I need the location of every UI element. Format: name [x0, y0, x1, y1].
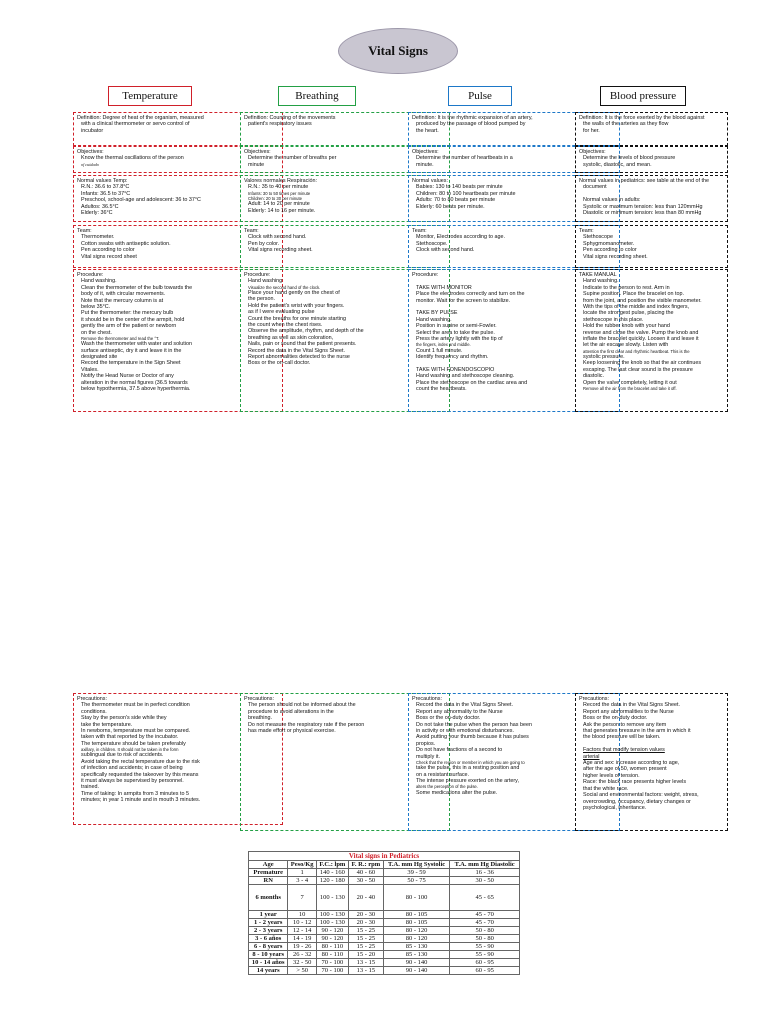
text-line: Supine position. Place the bracelet on top. [583, 291, 684, 298]
table-cell: 45 - 70 [450, 911, 520, 919]
text-line: below 35°C. [81, 304, 111, 311]
table-cell: 8 - 10 years [249, 951, 288, 959]
table-cell: Premature [249, 869, 288, 877]
text-line: Remove the thermometer and read the °T. [81, 336, 160, 342]
table-cell: 45 - 65 [450, 885, 520, 911]
blood-pressure-team-box [575, 225, 728, 268]
table-cell: 50 - 75 [383, 877, 449, 885]
text-line: Factors that modify tension values [583, 747, 665, 754]
text-line: on a resistant surface. [416, 771, 470, 778]
text-line: let the air escape slowly. Listen with [583, 342, 669, 349]
text-line: patient's respiratory issues [248, 121, 312, 128]
text-line: stethoscope in this place. [583, 316, 644, 323]
text-line: Objectives: [244, 149, 271, 155]
text-line: Objectives: [77, 149, 104, 155]
table-cell: > 50 [288, 967, 316, 975]
text-line: Position in supine or semi-Fowler. [416, 323, 497, 330]
text-line: Record the data in the Vital Signs Sheet. [583, 702, 680, 709]
text-line: Preschool, school-age and adolescent: 36 to 37°C [81, 197, 201, 204]
table-cell: 55 - 90 [450, 943, 520, 951]
text-line: Boss or the on-duty doctor. [583, 715, 648, 722]
text-line: the count when the chest rises. [248, 322, 323, 329]
table-cell: 120 - 180 [316, 877, 348, 885]
text-line: Children: 80 to 100 heartbeats per minute [416, 190, 516, 197]
text-line: attention the first clear and rhythmic heartbeat. This is the [583, 348, 690, 354]
text-line: from the joint, and position the visible manometer. [583, 297, 702, 304]
text-line: for her. [583, 127, 600, 134]
text-line: With the tips of the middle and index fingers, [583, 304, 690, 311]
table-cell: 15 - 25 [348, 935, 383, 943]
text-line: Team: [244, 228, 259, 234]
text-line: Place the electrodes correctly and turn on the [416, 291, 525, 298]
text-line: The intense pressure exerted on the artery, [416, 778, 519, 785]
table-cell: 14 - 19 [288, 935, 316, 943]
table-row [249, 927, 520, 935]
text-line: trained. [81, 784, 99, 791]
text-line: In newborns, temperature must be compared. [81, 728, 191, 735]
text-line: Normal values in pediatrics: see table at the end of the [579, 178, 710, 184]
text-line: Hand washing and stethoscope cleaning. [416, 373, 515, 380]
table-row [249, 967, 520, 975]
text-line: Nails, pain or sound that the patient presents. [248, 341, 357, 348]
text-line: produced by the passage of blood pumped by [416, 121, 526, 128]
text-line: Definition: It is the rhythmic expansion of an artery, [412, 115, 533, 121]
text-line: count the heartbeats. [416, 386, 467, 393]
text-line: specifically requested the takeover by this means [81, 771, 199, 778]
text-line: Determine the number of breaths per [248, 155, 337, 162]
text-line: Hold the patient's wrist with your fingers. [248, 302, 345, 309]
table-cell: 30 - 50 [348, 877, 383, 885]
table-row [249, 911, 520, 919]
text-line: The person should not be informed about the [248, 702, 356, 709]
text-line: that the white race. [583, 785, 629, 792]
table-cell: 13 - 15 [348, 959, 383, 967]
table-cell: 100 - 130 [316, 919, 348, 927]
text-line: Hand washing [248, 278, 283, 285]
text-line: monitor. Wait for the screen to stabilize. [416, 297, 511, 304]
text-line: Team: [77, 228, 92, 234]
table-cell: 90 - 120 [316, 935, 348, 943]
table-cell: 10 [288, 911, 316, 919]
text-line: Do not take the pulse when the person has been [416, 721, 532, 728]
text-line: Systolic or maximum tension: less than 120mmHg [583, 203, 703, 210]
text-line: Clock with second hand. [416, 247, 475, 254]
text-line: body of it, with circular movements. [81, 291, 166, 298]
table-cell: 32 - 50 [288, 959, 316, 967]
text-line: Procedure: [244, 272, 271, 278]
text-line: Record the data in the Vital Signs Sheet. [416, 702, 513, 709]
text-line: R.N.: 36.6 to 37.8°C [81, 184, 130, 191]
header-pulse: Pulse [448, 86, 512, 106]
text-line: diastolic. [583, 373, 604, 380]
table-cell: 80 - 105 [383, 911, 449, 919]
table-cell: 20 - 40 [348, 885, 383, 911]
text-line: after the age of 50, women present [583, 766, 667, 773]
table-cell: 45 - 70 [450, 919, 520, 927]
text-line: Pen according to color [583, 247, 637, 254]
table-cell: 6 - 8 years [249, 943, 288, 951]
table-cell: 85 - 130 [383, 951, 449, 959]
table-row [249, 919, 520, 927]
table-cell: 40 - 60 [348, 869, 383, 877]
blood-pressure-objectives-box [575, 146, 728, 173]
text-line: Count 1 full minute. [416, 347, 463, 354]
table-caption: Vital signs in Pediatrics [249, 852, 520, 861]
text-line: Note that the mercury column is at [81, 297, 164, 304]
text-line: Children: 20 to 30 per minute [248, 196, 303, 202]
text-line: Elderly: 60 beats per minute. [416, 203, 485, 210]
text-line: Pen according to color [81, 247, 135, 254]
text-line: Vital signs recording sheet. [248, 247, 313, 254]
text-line: overcrowding, occupancy, dietary changes or [583, 798, 691, 805]
table-cell: 16 - 36 [450, 869, 520, 877]
text-line: Precautions: [579, 696, 609, 702]
text-line: Sphygmomanometer. [583, 240, 635, 247]
blood-pressure-definition-box [575, 112, 728, 146]
table-cell: 80 - 100 [383, 885, 449, 911]
table-cell: 140 - 160 [316, 869, 348, 877]
text-line: Objectives: [579, 149, 606, 155]
text-line: taken with that reported by the incubator. [81, 734, 179, 741]
text-line: Vital signs recording sheet. [583, 253, 648, 260]
text-line: minutes; in year 1 minute and in mouth 3 minutes. [81, 797, 201, 804]
text-line: higher levels of tension. [583, 772, 640, 779]
text-line: Count the breaths for one minute starting [248, 315, 346, 322]
text-line: Hold the rubber knob with your hand [583, 323, 670, 330]
text-line: the person. [248, 296, 275, 303]
text-line: of cuidado [81, 161, 99, 167]
text-line: breathing as well as skin coloration, [248, 334, 334, 341]
text-line: Race: the black race presents higher levels [583, 779, 687, 786]
table-cell: 13 - 15 [348, 967, 383, 975]
table-cell: 14 years [249, 967, 288, 975]
text-line: alters the perception of the pulse. [416, 784, 478, 790]
text-line: Report any abnormalities to the Nurse [583, 708, 674, 715]
text-line: systolic pressure. [583, 354, 625, 361]
text-line: R.N.: 35 to 40 per minute [248, 184, 309, 191]
table-cell: 100 - 130 [316, 885, 348, 911]
text-line: Clock with second hand. [248, 234, 307, 241]
table-cell: 10 - 12 [288, 919, 316, 927]
text-line: as if I were evaluating pulse [248, 309, 315, 316]
text-line: Place the stethoscope on the cardiac area and [416, 379, 528, 386]
table-cell: 7 [288, 885, 316, 911]
text-line: procedure to avoid alterations in the [248, 708, 334, 715]
text-line: Normal values in adults: [583, 197, 641, 204]
table-row [249, 869, 520, 877]
table-body [249, 869, 520, 975]
text-line: Infants: 36.5 to 37°C [81, 190, 131, 197]
text-line: psychological, inheritance. [583, 804, 647, 811]
table-cell: 20 - 30 [348, 919, 383, 927]
text-line: Adult: 14 to 20 per minute [248, 201, 310, 208]
table-row [249, 885, 520, 911]
text-line: inflate the bracelet quickly. Loosen it and leave it [583, 336, 699, 343]
text-line: take the pulse, this in a resting position and [416, 765, 520, 772]
table-cell: 85 - 130 [383, 943, 449, 951]
table-cell: 2 - 3 years [249, 927, 288, 935]
text-line: Adults: 70 to 80 beats per minute [416, 197, 496, 204]
text-line: Some medications alter the pulse. [416, 789, 498, 796]
text-line: propios. [416, 740, 436, 747]
text-line: Age and sex: increase according to age, [583, 760, 680, 767]
text-line: Do not have fractions of a second to [416, 747, 503, 754]
text-line: Time of taking: In armpits from 3 minutes to 5 [81, 790, 189, 797]
text-line: Monitor, Electrodes according to age. [416, 234, 505, 241]
text-line: Cotton swabs with antiseptic solution. [81, 240, 171, 247]
table-row [249, 951, 520, 959]
table-cell: 80 - 110 [316, 951, 348, 959]
text-line: Normal values Temp: [77, 178, 128, 184]
text-line: Indicate to the person to rest. Arm in [583, 284, 670, 291]
text-line: Wash the thermometer with water and solution [81, 341, 192, 348]
text-line: the blood pressure will be taken. [583, 734, 661, 741]
text-line: Report any abnormality to the Nurse [416, 708, 503, 715]
text-line: Select the area to take the pulse. [416, 329, 495, 336]
text-line: Clean the thermometer of the bulb towards the [81, 284, 193, 291]
text-line: the walls of the arteries as they flow [583, 121, 669, 128]
table-cell: 90 - 120 [316, 927, 348, 935]
text-line: has made effort or physical exercise. [248, 728, 336, 735]
text-line: minute. [416, 161, 434, 168]
text-line: breathing. [248, 715, 272, 722]
text-line: minute [248, 161, 265, 168]
text-line: it must always be supervised by personnel. [81, 778, 184, 785]
table-cell: 12 - 14 [288, 927, 316, 935]
text-line: multiply it. [416, 753, 440, 760]
text-line: Avoid taking the rectal temperature due to the risk [81, 758, 200, 765]
text-line: Stethoscope. [416, 240, 448, 247]
table-header-cell: Peso/Kg [288, 861, 316, 869]
pediatric-vital-signs-table [248, 851, 520, 975]
text-line: The thermometer must be in perfect condition [81, 702, 190, 709]
text-line: alteration in the normal figures (36.5 towards [81, 379, 188, 386]
text-line: Report abnormalities detected to the nurse [248, 354, 350, 361]
text-line: Boss or the on-duty doctor. [416, 715, 481, 722]
table-cell: 1 - 2 years [249, 919, 288, 927]
text-line: Precautions: [77, 696, 107, 702]
text-line: Boss or the on-call doctor. [248, 360, 311, 367]
table-cell: 80 - 110 [316, 943, 348, 951]
text-line: Precautions: [412, 696, 442, 702]
text-line: Elderly: 14 to 16 per minute. [248, 207, 316, 214]
table-row [249, 959, 520, 967]
text-line: Stethoscope [583, 234, 613, 241]
header-blood-pressure: Blood pressure [600, 86, 686, 106]
text-line: locate the strongest pulse, placing the [583, 310, 674, 317]
text-line: Open the valve completely, letting it out [583, 379, 677, 386]
text-line: conditions. [81, 708, 107, 715]
text-line: Team: [412, 228, 427, 234]
text-line: the fingers, index and middle. [416, 342, 471, 348]
text-line: axillary, in children. It should not be taken in the form [81, 747, 179, 753]
table-cell: 15 - 25 [348, 943, 383, 951]
text-line: that generates pressure in the arm in which it [583, 728, 691, 735]
text-line: Thermometer. [81, 234, 115, 241]
text-line: Vital signs record sheet [81, 253, 137, 260]
text-line: Vitales. [81, 366, 99, 373]
text-line: Check that the region or member in which you are going to [416, 760, 525, 766]
text-line: Normal values: [412, 178, 448, 184]
text-line: Adultos: 36.5°C [81, 203, 119, 210]
text-line: sublingual due to risk of accidents. [81, 752, 164, 759]
text-line: Visualize the second hand of the clock. [248, 284, 321, 290]
text-line: Infants: 30 to 50 times per minute [248, 190, 311, 196]
text-line: TAKE MANUAL [579, 272, 617, 278]
text-line: Elderly: 36°C [81, 210, 113, 217]
text-line: Procedure: [412, 272, 439, 278]
text-line: escaping. The last clear sound is the pressure [583, 366, 693, 373]
text-line: on the chest. [81, 329, 112, 336]
table-cell: 50 - 80 [450, 927, 520, 935]
text-line: Ask the person to remove any item [583, 721, 667, 728]
table-header-cell: T.A. mm Hg Diastolic [450, 861, 520, 869]
text-line: the heart. [416, 127, 439, 134]
text-line: Pen by color. [248, 240, 280, 247]
text-line: in activity or with emotional disturbances. [416, 728, 514, 735]
table-cell: 6 months [249, 885, 288, 911]
table-row [249, 935, 520, 943]
table-cell: 60 - 95 [450, 959, 520, 967]
text-line: Remove all the air from the bracelet and take it off. [583, 386, 677, 392]
table-cell: 70 - 100 [316, 967, 348, 975]
text-line: Determine the levels of blood pressure [583, 155, 676, 162]
text-line: Objectives: [412, 149, 439, 155]
text-line: Observe the amplitude, rhythm, and depth of the [248, 328, 364, 335]
text-line: Diastolic or minimum tension: less than 80 mmHg [583, 210, 702, 217]
table-cell: 3 - 4 [288, 877, 316, 885]
text-line: Procedure: [77, 272, 104, 278]
header-breathing: Breathing [278, 86, 356, 106]
table-cell: 3 - 6 años [249, 935, 288, 943]
text-line: Precautions: [244, 696, 274, 702]
text-line: with a clinical thermometer or servo control of [81, 121, 190, 128]
text-line: Keep loosening the knob so that the air continues [583, 360, 702, 367]
text-line: Put the thermometer: the mercury bulb [81, 310, 174, 317]
text-line: Identify frequency and rhythm. [416, 354, 489, 361]
text-line: Babies: 130 to 140 beats per minute [416, 184, 503, 191]
text-line: Notify the Head Nurse or Doctor of any [81, 373, 174, 380]
text-line: reverse and close the valve. Pump the knob and [583, 329, 699, 336]
blood-pressure-procedure-box [575, 269, 728, 412]
table-row [249, 877, 520, 885]
text-line: Determine the number of heartbeats in a [416, 155, 513, 162]
table-cell: 80 - 120 [383, 935, 449, 943]
text-line: Record the temperature in the Sign Sheet [81, 360, 181, 367]
text-line: Team: [579, 228, 594, 234]
text-line: Avoid putting your thumb because it has pulses [416, 734, 529, 741]
text-line: TAKE WITH MONITOR [416, 284, 472, 291]
table-cell: RN [249, 877, 288, 885]
text-line: incubator [81, 127, 104, 134]
table-cell: 90 - 140 [383, 959, 449, 967]
table-cell: 60 - 95 [450, 967, 520, 975]
text-line: systolic, diastolic, and mean. [583, 161, 652, 168]
table-header-cell: Age [249, 861, 288, 869]
table-cell: 70 - 100 [316, 959, 348, 967]
table-cell: 15 - 20 [348, 951, 383, 959]
text-line: Valores normales Respiración: [244, 178, 318, 184]
table-cell: 30 - 50 [450, 877, 520, 885]
table-cell: 20 - 30 [348, 911, 383, 919]
table-cell: 55 - 90 [450, 951, 520, 959]
text-line: Definition: Degree of heat of the organism, measured [77, 115, 204, 121]
table-cell: 1 [288, 869, 316, 877]
page-title: Vital Signs [338, 28, 458, 74]
text-line: surface antiseptic, dry it and leave it in the [81, 347, 182, 354]
table-header-cell: T.A. mm Hg Systolic [383, 861, 449, 869]
table-header-cell: F. R.: rpm [348, 861, 383, 869]
table-cell: 39 - 59 [383, 869, 449, 877]
blood-pressure-normal-values-box [575, 175, 728, 222]
table-cell: 1 year [249, 911, 288, 919]
text-line: Hand washing. [81, 278, 117, 285]
table-cell: 80 - 105 [383, 919, 449, 927]
text-line: of infection and accidents; in case of being [81, 765, 183, 772]
text-line: Record the data in the Vital Signs Sheet. [248, 347, 345, 354]
header-temperature: Temperature [108, 86, 192, 106]
text-line: Stay by the person's side while they [81, 715, 167, 722]
table-cell: 10 - 14 años [249, 959, 288, 967]
text-line: it should be in the center of the armpit, hold [81, 316, 185, 323]
text-line: designated site [81, 354, 118, 361]
text-line: Definition: It is the force exerted by the blood against [579, 115, 705, 121]
table-row [249, 943, 520, 951]
text-line: TAKE BY PULSE [416, 310, 458, 317]
text-line: Press the artery lightly with the tip of [416, 336, 503, 343]
text-line: document [583, 184, 607, 191]
table-cell: 80 - 120 [383, 927, 449, 935]
text-line: TAKE WITH FONENDOSCOPIO [416, 366, 495, 373]
text-line: Hand washing. [583, 278, 619, 285]
table-cell: 100 - 130 [316, 911, 348, 919]
table-header-row [249, 861, 520, 869]
text-line: Place your hand gently on the chest of [248, 290, 340, 297]
table-cell: 26 - 32 [288, 951, 316, 959]
text-line: Definition: Counting of the movements [244, 115, 336, 121]
text-line: Do not measure the respiratory rate if the person [248, 721, 365, 728]
text-line: gently the arm of the patient or newborn [81, 323, 177, 330]
text-line: below hypothermia, 37.5 above hyperthermia. [81, 386, 191, 393]
text-line: take the temperature. [81, 721, 133, 728]
blood-pressure-precautions-box [575, 693, 728, 831]
text-line: Know the thermal oscillations of the person [81, 155, 184, 162]
table-cell: 15 - 25 [348, 927, 383, 935]
table-cell: 90 - 140 [383, 967, 449, 975]
text-line: The temperature should be taken preferably [81, 740, 186, 747]
table-cell: 50 - 80 [450, 935, 520, 943]
text-line: Hand washing. [416, 316, 452, 323]
table-cell: 19 - 26 [288, 943, 316, 951]
text-line: Social and environmental factors: weight, stress, [583, 792, 699, 799]
table-header-cell: F.C.: lpm [316, 861, 348, 869]
text-line: arterial [583, 753, 600, 760]
